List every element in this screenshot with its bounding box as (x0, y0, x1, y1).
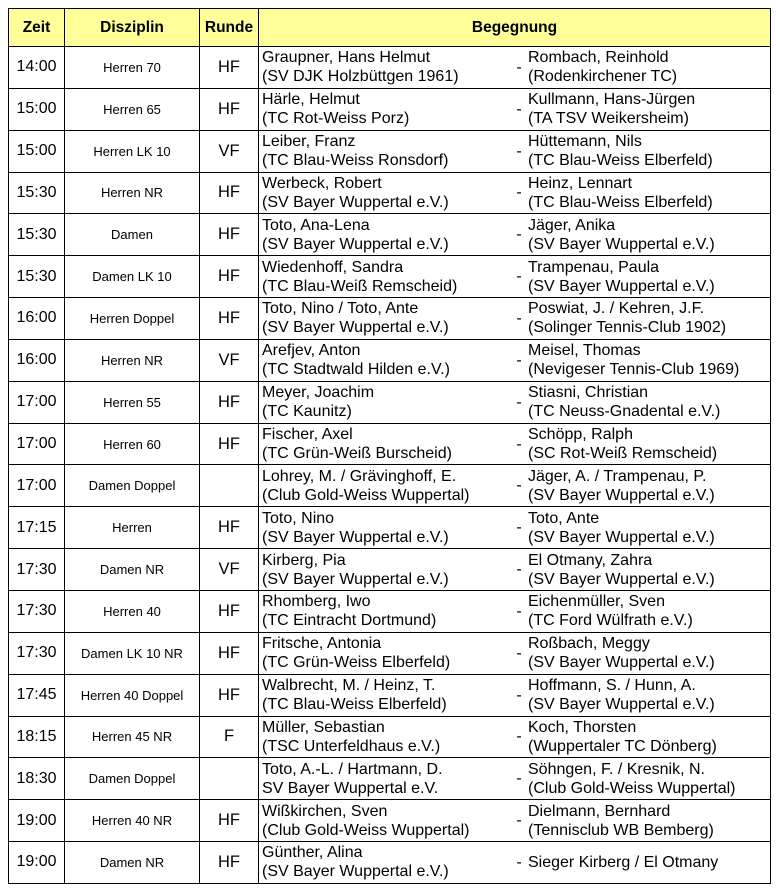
player-one-club: SV Bayer Wuppertal e.V. (262, 779, 439, 797)
player-one-club: (TC Eintracht Dortmund) (262, 612, 437, 630)
player-one-club: (TC Grün-Weiss Elberfeld) (262, 654, 451, 672)
player-two-name: Meisel, Thomas (528, 342, 641, 360)
discipline-cell: Damen (65, 214, 200, 256)
match-wrap (259, 174, 770, 212)
player-one-name: Günther, Alina (262, 844, 363, 862)
discipline-cell: Damen NR (65, 842, 200, 884)
player-one (259, 676, 512, 714)
match-separator: - (516, 435, 522, 453)
match-wrap (259, 551, 770, 589)
player-two-club: (TC Neuss-Gnadental e.V.) (528, 403, 721, 421)
match-separator: - (516, 519, 522, 537)
player-two-name: Jäger, A. / Trampenau, P. (528, 467, 707, 485)
match-cell (259, 256, 771, 298)
round-cell: HF (200, 632, 259, 674)
match-cell (259, 381, 771, 423)
table-row (9, 339, 771, 381)
player-two-name: Sieger Kirberg / El Otmany (528, 853, 719, 871)
round-cell: VF (200, 130, 259, 172)
table-row (9, 214, 771, 256)
player-two (526, 174, 770, 212)
discipline-cell: Herren LK 10 (65, 130, 200, 172)
match-cell (259, 632, 771, 674)
time-cell: 14:00 (9, 47, 65, 89)
table-row (9, 423, 771, 465)
player-two (526, 760, 770, 798)
match-wrap (259, 509, 770, 547)
player-one-club: (TC Stadtwald Hilden e.V.) (262, 361, 450, 379)
player-two-club: (Club Gold-Weiss Wuppertal) (528, 779, 736, 797)
discipline-cell: Herren 60 (65, 423, 200, 465)
player-two-name: Trampenau, Paula (528, 258, 660, 276)
time-cell: 17:30 (9, 549, 65, 591)
player-two (526, 216, 770, 254)
match-cell (259, 130, 771, 172)
discipline-cell: Herren 70 (65, 47, 200, 89)
time-cell: 18:30 (9, 758, 65, 800)
match-separator: - (516, 58, 522, 76)
player-one-club: (Club Gold-Weiss Wuppertal) (262, 821, 470, 839)
player-one (259, 299, 512, 337)
match-wrap (259, 258, 770, 296)
player-two (526, 48, 770, 86)
round-cell: HF (200, 298, 259, 340)
player-one-club: (SV DJK Holzbüttgen 1961) (262, 68, 459, 86)
table-row (9, 47, 771, 89)
match-separator: - (516, 184, 522, 202)
player-one (259, 383, 512, 421)
player-two-club: (TC Ford Wülfrath e.V.) (528, 612, 693, 630)
player-two-name: Schöpp, Ralph (528, 426, 633, 444)
player-one-name: Wiedenhoff, Sandra (262, 258, 404, 276)
player-two-name: Rombach, Reinhold (528, 49, 669, 67)
match-wrap (259, 843, 770, 881)
time-cell: 18:15 (9, 716, 65, 758)
player-one (259, 90, 512, 128)
discipline-cell: Herren Doppel (65, 298, 200, 340)
header-begegnung: Begegnung (259, 9, 771, 47)
player-one (259, 174, 512, 212)
header-zeit: Zeit (9, 9, 65, 47)
player-one-name: Toto, Nino / Toto, Ante (262, 300, 419, 318)
match-cell (259, 507, 771, 549)
match-wrap (259, 467, 770, 505)
round-cell: VF (200, 339, 259, 381)
player-one-club: (TC Blau-Weiss Elberfeld) (262, 696, 447, 714)
player-one (259, 425, 512, 463)
player-two-club: (TC Blau-Weiss Elberfeld) (528, 193, 713, 211)
player-one (259, 843, 512, 881)
player-one-name: Fischer, Axel (262, 426, 353, 444)
player-two-name: Hoffmann, S. / Hunn, A. (528, 677, 696, 695)
table-row (9, 716, 771, 758)
round-cell (200, 758, 259, 800)
round-cell (200, 465, 259, 507)
player-two (526, 718, 770, 756)
match-separator: - (516, 728, 522, 746)
player-one-club: (TSC Unterfeldhaus e.V.) (262, 737, 441, 755)
match-cell (259, 549, 771, 591)
player-two (526, 634, 770, 672)
player-one-club: (SV Bayer Wuppertal e.V.) (262, 528, 449, 546)
player-two (526, 551, 770, 589)
time-cell: 19:00 (9, 800, 65, 842)
discipline-cell: Herren NR (65, 339, 200, 381)
time-cell: 17:00 (9, 381, 65, 423)
player-two-name: Jäger, Anika (528, 216, 616, 234)
match-separator: - (516, 686, 522, 704)
schedule-table (8, 8, 771, 884)
player-one (259, 760, 512, 798)
table-row (9, 381, 771, 423)
header-runde: Runde (200, 9, 259, 47)
time-cell: 16:00 (9, 339, 65, 381)
player-two-name: Söhngen, F. / Kresnik, N. (528, 760, 705, 778)
player-two (526, 90, 770, 128)
match-separator: - (516, 393, 522, 411)
player-one (259, 258, 512, 296)
player-one-club: (SV Bayer Wuppertal e.V.) (262, 193, 449, 211)
player-two-club: (SV Bayer Wuppertal e.V.) (528, 528, 715, 546)
round-cell: HF (200, 423, 259, 465)
time-cell: 17:00 (9, 465, 65, 507)
player-two-club: (SV Bayer Wuppertal e.V.) (528, 696, 715, 714)
round-cell: HF (200, 800, 259, 842)
player-one (259, 467, 512, 505)
table-row (9, 549, 771, 591)
match-cell (259, 298, 771, 340)
player-one-club: (SV Bayer Wuppertal e.V.) (262, 863, 449, 881)
player-one-name: Arefjev, Anton (262, 342, 361, 360)
player-two-club: (Solinger Tennis-Club 1902) (528, 319, 727, 337)
match-cell (259, 172, 771, 214)
table-header (9, 9, 771, 47)
player-one-club: (SV Bayer Wuppertal e.V.) (262, 235, 449, 253)
discipline-cell: Damen Doppel (65, 758, 200, 800)
player-two (526, 299, 770, 337)
match-cell (259, 465, 771, 507)
player-two-name: Kullmann, Hans-Jürgen (528, 91, 696, 109)
table-row (9, 298, 771, 340)
match-separator: - (516, 561, 522, 579)
discipline-cell: Herren 40 NR (65, 800, 200, 842)
match-separator: - (516, 853, 522, 871)
player-one (259, 802, 512, 840)
table-row (9, 172, 771, 214)
match-wrap (259, 760, 770, 798)
player-one-club: (Club Gold-Weiss Wuppertal) (262, 486, 470, 504)
time-cell: 17:30 (9, 590, 65, 632)
player-one (259, 132, 512, 170)
player-two (526, 132, 770, 170)
match-separator: - (516, 602, 522, 620)
player-two (526, 592, 770, 630)
match-wrap (259, 90, 770, 128)
time-cell: 15:30 (9, 172, 65, 214)
match-cell (259, 716, 771, 758)
player-one-name: Meyer, Joachim (262, 384, 375, 402)
player-two (526, 383, 770, 421)
match-cell (259, 842, 771, 884)
match-wrap (259, 634, 770, 672)
table-row (9, 590, 771, 632)
match-wrap (259, 592, 770, 630)
discipline-cell: Herren 40 Doppel (65, 674, 200, 716)
player-one-name: Walbrecht, M. / Heinz, T. (262, 677, 436, 695)
player-two-club: (TA TSV Weikersheim) (528, 110, 689, 128)
discipline-cell: Herren 45 NR (65, 716, 200, 758)
round-cell: HF (200, 842, 259, 884)
player-one-name: Lohrey, M. / Grävinghoff, E. (262, 467, 457, 485)
player-two-club: (TC Blau-Weiss Elberfeld) (528, 152, 713, 170)
match-cell (259, 423, 771, 465)
player-two-name: Toto, Ante (528, 509, 600, 527)
player-one-name: Fritsche, Antonia (262, 635, 382, 653)
round-cell: HF (200, 590, 259, 632)
match-separator: - (516, 226, 522, 244)
table-row (9, 507, 771, 549)
round-cell: VF (200, 549, 259, 591)
player-one-club: (TC Grün-Weiß Burscheid) (262, 445, 452, 463)
header-disziplin: Disziplin (65, 9, 200, 47)
player-two (526, 341, 770, 379)
player-one (259, 509, 512, 547)
player-two-club: (Rodenkirchener TC) (528, 68, 678, 86)
match-separator: - (516, 100, 522, 118)
discipline-cell: Herren (65, 507, 200, 549)
time-cell: 17:30 (9, 632, 65, 674)
player-two-name: Poswiat, J. / Kehren, J.F. (528, 300, 705, 318)
discipline-cell: Damen Doppel (65, 465, 200, 507)
table-row (9, 674, 771, 716)
player-one-name: Werbeck, Robert (262, 174, 382, 192)
player-two (526, 802, 770, 840)
match-cell (259, 590, 771, 632)
match-wrap (259, 341, 770, 379)
match-cell (259, 758, 771, 800)
match-cell (259, 800, 771, 842)
table-row (9, 842, 771, 884)
round-cell: HF (200, 674, 259, 716)
match-separator: - (516, 309, 522, 327)
player-two-club: (Nevigeser Tennis-Club 1969) (528, 361, 740, 379)
player-two-name: Hüttemann, Nils (528, 133, 642, 151)
match-wrap (259, 216, 770, 254)
player-one (259, 341, 512, 379)
player-two (526, 676, 770, 714)
time-cell: 17:00 (9, 423, 65, 465)
player-one-name: Kirberg, Pia (262, 551, 346, 569)
round-cell: HF (200, 172, 259, 214)
round-cell: HF (200, 256, 259, 298)
player-one-name: Rhomberg, Iwo (262, 593, 371, 611)
player-one (259, 592, 512, 630)
player-two-club: (Tennisclub WB Bemberg) (528, 821, 714, 839)
player-one-club: (TC Rot-Weiss Porz) (262, 110, 410, 128)
round-cell: HF (200, 47, 259, 89)
player-two-name: Roßbach, Meggy (528, 635, 650, 653)
player-two-club: (SV Bayer Wuppertal e.V.) (528, 486, 715, 504)
match-separator: - (516, 477, 522, 495)
player-one-club: (TC Blau-Weiß Remscheid) (262, 277, 458, 295)
match-wrap (259, 299, 770, 337)
match-cell (259, 88, 771, 130)
player-one-name: Graupner, Hans Helmut (262, 49, 431, 67)
match-wrap (259, 718, 770, 756)
table-body (9, 47, 771, 884)
match-cell (259, 674, 771, 716)
player-one-name: Leiber, Franz (262, 133, 356, 151)
header-row (9, 9, 771, 47)
time-cell: 15:30 (9, 256, 65, 298)
round-cell: HF (200, 88, 259, 130)
discipline-cell: Herren 40 (65, 590, 200, 632)
player-one-name: Wißkirchen, Sven (262, 802, 388, 820)
player-two-club: (Wuppertaler TC Dönberg) (528, 737, 717, 755)
time-cell: 15:00 (9, 88, 65, 130)
match-separator: - (516, 142, 522, 160)
player-two-club: (SV Bayer Wuppertal e.V.) (528, 654, 715, 672)
player-one (259, 216, 512, 254)
player-two-club: (SV Bayer Wuppertal e.V.) (528, 235, 715, 253)
round-cell: HF (200, 381, 259, 423)
time-cell: 19:00 (9, 842, 65, 884)
player-one (259, 634, 512, 672)
player-one-name: Müller, Sebastian (262, 718, 385, 736)
player-one (259, 718, 512, 756)
table-row (9, 632, 771, 674)
match-wrap (259, 132, 770, 170)
player-two-name: Heinz, Lennart (528, 174, 633, 192)
table-row (9, 758, 771, 800)
table-row (9, 130, 771, 172)
match-wrap (259, 802, 770, 840)
match-separator: - (516, 770, 522, 788)
player-one-club: (SV Bayer Wuppertal e.V.) (262, 319, 449, 337)
player-two-name: El Otmany, Zahra (528, 551, 653, 569)
table-row (9, 800, 771, 842)
time-cell: 15:00 (9, 130, 65, 172)
player-one-name: Toto, Nino (262, 509, 335, 527)
player-one-club: (TC Kaunitz) (262, 403, 352, 421)
player-one (259, 48, 512, 86)
discipline-cell: Herren 55 (65, 381, 200, 423)
table-row (9, 256, 771, 298)
player-two-name: Stiasni, Christian (528, 384, 649, 402)
round-cell: HF (200, 214, 259, 256)
player-two (526, 425, 770, 463)
time-cell: 15:30 (9, 214, 65, 256)
discipline-cell: Damen NR (65, 549, 200, 591)
time-cell: 17:15 (9, 507, 65, 549)
player-one-name: Härle, Helmut (262, 91, 360, 109)
round-cell: HF (200, 507, 259, 549)
table-row (9, 465, 771, 507)
table-row (9, 88, 771, 130)
player-two (526, 258, 770, 296)
match-separator: - (516, 268, 522, 286)
match-cell (259, 339, 771, 381)
player-one-club: (SV Bayer Wuppertal e.V.) (262, 570, 449, 588)
discipline-cell: Herren NR (65, 172, 200, 214)
match-cell (259, 47, 771, 89)
player-two-name: Dielmann, Bernhard (528, 802, 671, 820)
round-cell: F (200, 716, 259, 758)
player-two-club: (SV Bayer Wuppertal e.V.) (528, 570, 715, 588)
player-two-name: Koch, Thorsten (528, 718, 637, 736)
discipline-cell: Herren 65 (65, 88, 200, 130)
match-wrap (259, 425, 770, 463)
player-two-club: (SC Rot-Weiß Remscheid) (528, 445, 718, 463)
player-two (526, 467, 770, 505)
discipline-cell: Damen LK 10 NR (65, 632, 200, 674)
match-wrap (259, 383, 770, 421)
match-wrap (259, 676, 770, 714)
player-one (259, 551, 512, 589)
discipline-cell: Damen LK 10 (65, 256, 200, 298)
match-separator: - (516, 351, 522, 369)
player-two-club: (SV Bayer Wuppertal e.V.) (528, 277, 715, 295)
match-wrap (259, 48, 770, 86)
player-one-club: (TC Blau-Weiss Ronsdorf) (262, 152, 449, 170)
player-two (526, 853, 770, 872)
match-cell (259, 214, 771, 256)
player-two-name: Eichenmüller, Sven (528, 593, 665, 611)
time-cell: 16:00 (9, 298, 65, 340)
match-separator: - (516, 644, 522, 662)
time-cell: 17:45 (9, 674, 65, 716)
match-separator: - (516, 812, 522, 830)
player-two (526, 509, 770, 547)
player-one-name: Toto, A.-L. / Hartmann, D. (262, 760, 443, 778)
player-one-name: Toto, Ana-Lena (262, 216, 370, 234)
